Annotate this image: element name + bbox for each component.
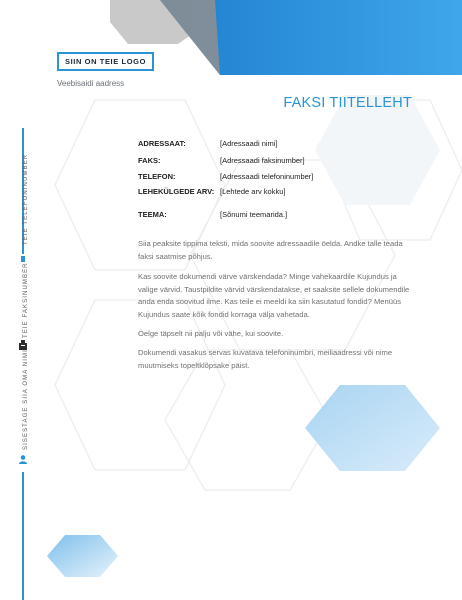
- sidebar-phone-number[interactable]: TEIE TELEFONINUMBER: [23, 153, 29, 245]
- logo-placeholder[interactable]: SIIN ON TEIE LOGO: [57, 52, 154, 71]
- field-label-subject: TEEMA:: [138, 210, 167, 219]
- field-label-phone: TELEFON:: [138, 172, 176, 181]
- sidebar-marker: [21, 256, 25, 262]
- field-label-recipient: ADRESSAAT:: [138, 139, 186, 148]
- sidebar-fax-number[interactable]: TEIE FAKSINUMBER: [23, 262, 29, 338]
- sidebar-divider: [22, 472, 24, 600]
- hex-faint: [315, 95, 440, 205]
- body-paragraph[interactable]: Öelge täpselt nii palju või vähe, kui soovite.: [138, 329, 284, 338]
- sidebar: [13, 0, 33, 600]
- user-icon: [19, 455, 27, 464]
- field-label-fax: FAKS:: [138, 156, 161, 165]
- field-value-subject[interactable]: [Sõnumi teemarida.]: [220, 210, 288, 219]
- field-value-recipient[interactable]: [Adressaadi nimi]: [220, 139, 278, 148]
- field-value-page-count[interactable]: [Lehtede arv kokku]: [220, 187, 286, 196]
- page-title: FAKSI TIITELLEHT: [283, 95, 412, 111]
- field-value-phone[interactable]: [Adressaadi telefoninumber]: [220, 172, 314, 181]
- website-address[interactable]: Veebisaidi aadress: [57, 79, 125, 88]
- body-paragraph[interactable]: Dokumendi vasakus servas kuvatava telefoninumbri, meiliaadressi või nime muutmiseks topeltklõpsake päist.: [138, 348, 393, 370]
- hex-blue-large: [305, 385, 440, 471]
- hex-blue-small: [47, 535, 118, 577]
- field-value-fax[interactable]: [Adressaadi faksinumber]: [220, 156, 305, 165]
- body-paragraph[interactable]: Siia peaksite tippima teksti, mida soovite adressaadile öelda. Andke talle teada faksi saatmise põhjus.: [138, 239, 403, 261]
- field-label-page-count: LEHEKÜLGEDE ARV:: [138, 187, 215, 196]
- hex-outline: [55, 300, 225, 470]
- body-paragraph[interactable]: Kas soovite dokumendi värve värskendada? Minge vahekaardile Kujundus ja valige värvid. Taustpildite värvid värskendatakse, et saaksite sellele dokumendile anda enda soovitud ilme. Kas teile ei meeldi ka siin kasutatud fondid? Menüüs Kujundus saate kõik fondid korraga välja vahetada.: [138, 272, 410, 319]
- sidebar-name[interactable]: SISESTAGE SIIA OMA NIMI: [23, 349, 29, 450]
